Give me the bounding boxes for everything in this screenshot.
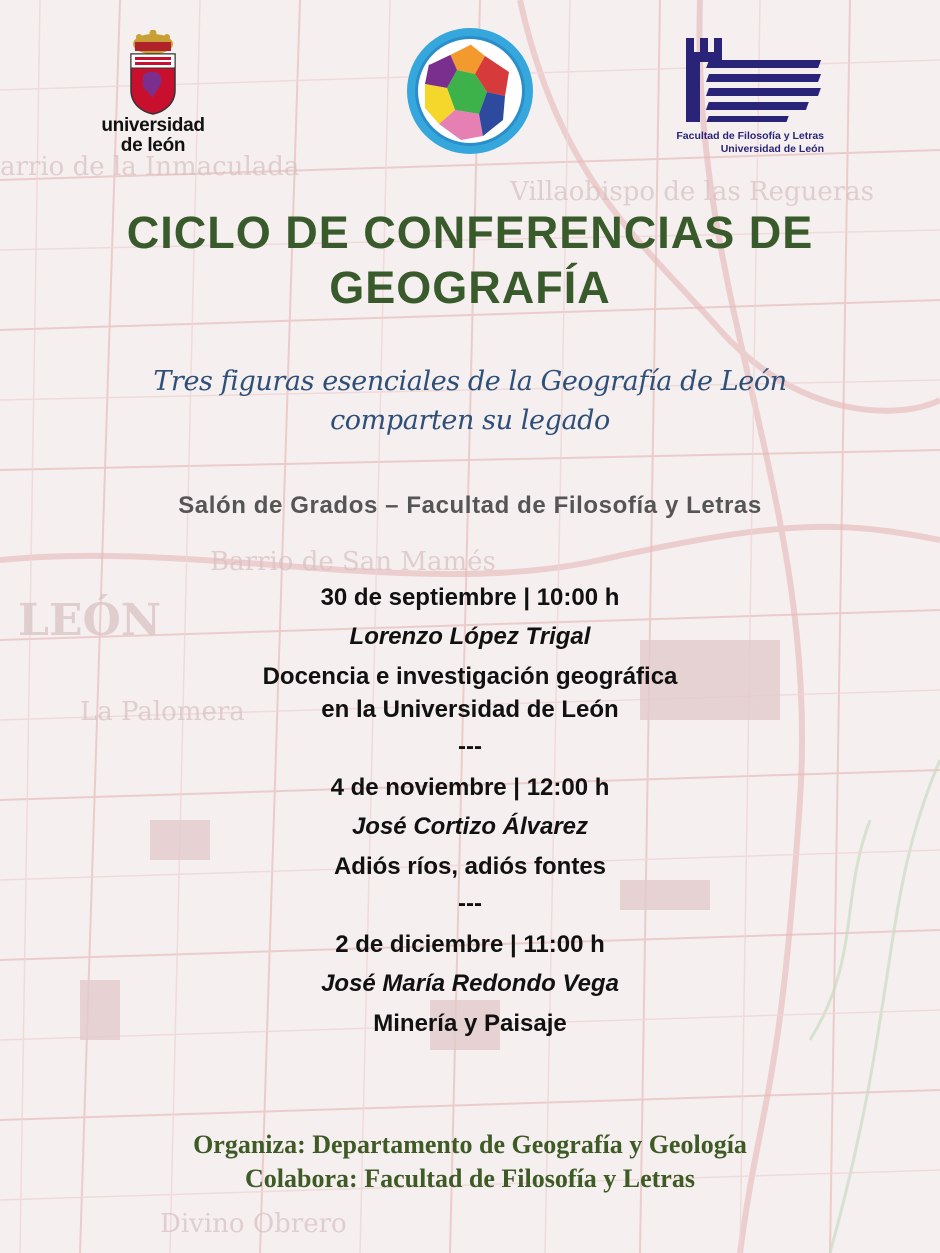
subtitle-line2: comparten su legado — [330, 405, 610, 436]
facultad-filosofia-logo — [678, 30, 838, 160]
svg-text:Divino Obrero: Divino Obrero — [160, 1209, 347, 1239]
event-speaker: José María Redondo Vega — [321, 970, 619, 997]
event-datetime: 4 de noviembre | 12:00 h — [330, 774, 610, 801]
svg-text:LEÓN: LEÓN — [18, 595, 162, 646]
events-list — [0, 578, 940, 1040]
event-3 — [0, 925, 940, 1040]
footer-colabora: Colabora: Facultad de Filosofía y Letras — [245, 1164, 695, 1193]
event-talk-title — [0, 660, 940, 726]
event-talk-line1: Docencia e investigación geográfica — [262, 663, 678, 690]
svg-text:Villaobispo de las Regueras: Villaobispo de las Regueras — [510, 177, 875, 207]
universidad-de-leon-logo — [95, 30, 211, 160]
event-separator: --- — [458, 733, 482, 760]
event-talk-line1: Adiós ríos, adiós fontes — [333, 853, 607, 880]
svg-text:La Palomera: La Palomera — [80, 697, 245, 727]
page-title — [0, 205, 940, 315]
event-2 — [0, 768, 940, 883]
event-speaker: José Cortizo Álvarez — [351, 813, 589, 840]
event-talk-line1: Minería y Paisaje — [373, 1010, 567, 1037]
svg-text:arrio de la Inmaculada: arrio de la Inmaculada — [0, 152, 300, 182]
event-datetime: 2 de diciembre | 11:00 h — [335, 931, 605, 958]
globe-puzzle-icon — [405, 26, 535, 156]
event-talk-line2: en la Universidad de León — [321, 696, 619, 723]
footer-organiza: Organiza: Departamento de Geografía y Geología — [193, 1130, 747, 1159]
event-1 — [0, 578, 940, 726]
footer-credits — [0, 1128, 940, 1196]
castle-stripes-icon — [678, 30, 828, 125]
ule-logo-line2: de león — [120, 135, 186, 156]
title-line1: CICLO DE CONFERENCIAS DE — [126, 207, 814, 258]
coat-of-arms-icon — [125, 30, 181, 116]
title-line2: GEOGRAFÍA — [329, 262, 611, 313]
globe-logo — [405, 26, 535, 156]
svg-text:Barrio de San Mamés: Barrio de San Mamés — [210, 547, 496, 577]
event-talk-title — [0, 1007, 940, 1040]
event-separator: --- — [458, 890, 482, 917]
event-speaker: Lorenzo López Trigal — [349, 623, 591, 650]
subtitle-line1: Tres figuras esenciales de la Geografía de León — [153, 366, 787, 397]
event-talk-title — [0, 850, 940, 883]
ffl-logo-text — [664, 130, 824, 156]
ule-logo-line1: universidad — [101, 115, 205, 136]
subtitle — [0, 362, 940, 440]
ffl-logo-line1: Facultad de Filosofía y Letras — [676, 130, 824, 142]
ffl-logo-line2: Universidad de León — [720, 143, 824, 155]
event-datetime: 30 de septiembre | 10:00 h — [320, 584, 620, 611]
venue: Salón de Grados – Facultad de Filosofía y Letras — [178, 492, 762, 519]
